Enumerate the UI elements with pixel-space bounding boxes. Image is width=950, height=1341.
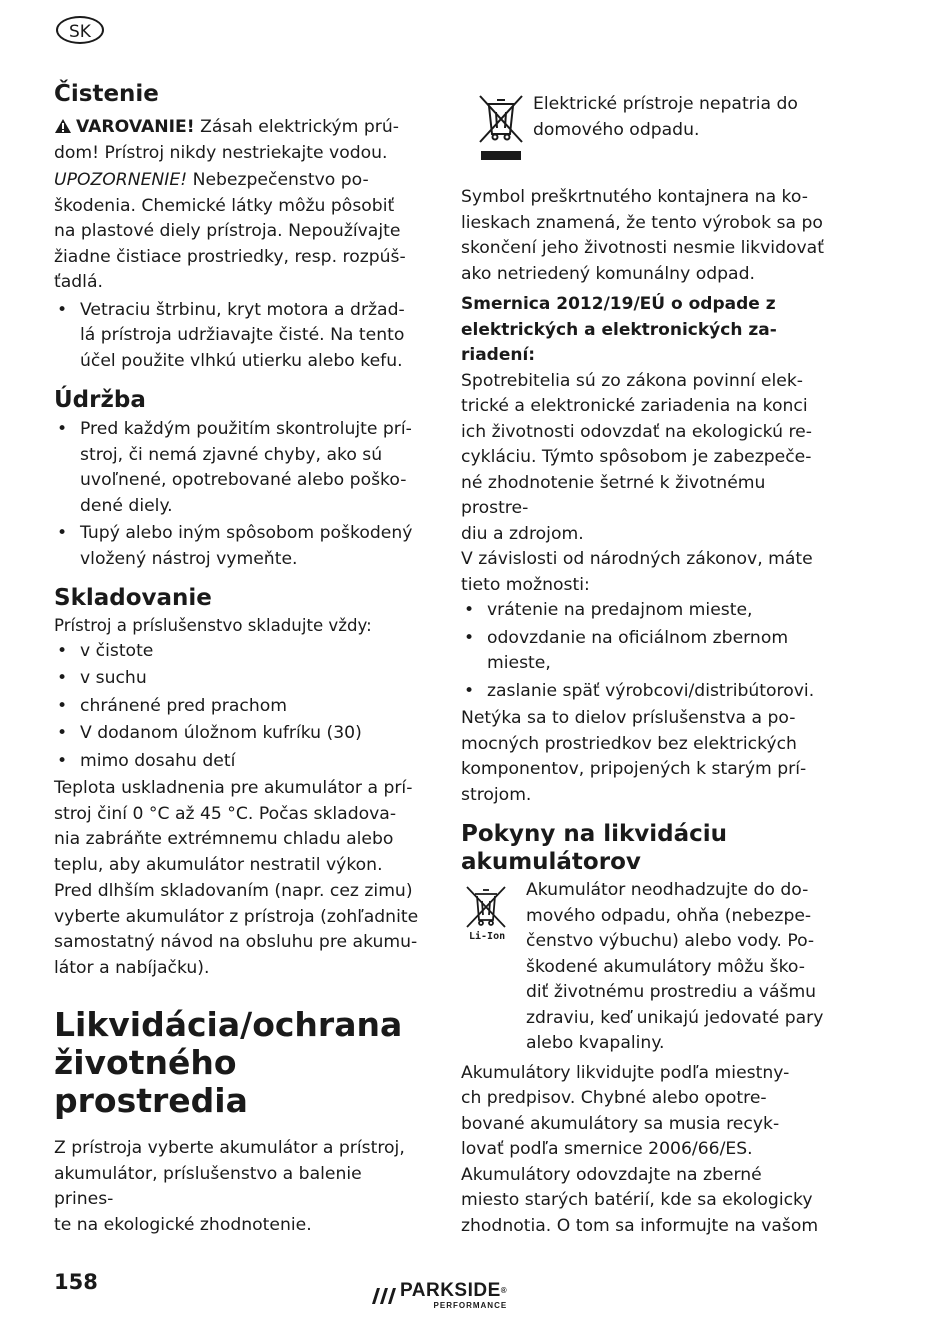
notice-line: škodenia. Chemické látky môžu pôsobiť: [54, 195, 395, 216]
list-item: • Tupý alebo iným spôsobom poškodený vložený nástroj vymeňte.: [57, 523, 413, 569]
language-badge: SK: [56, 16, 104, 44]
list-item: • odovzdanie na oficiálnom zbernom mieste,: [464, 627, 789, 673]
notice-label: UPOZORNENIE!: [54, 170, 188, 190]
list-item: • zaslanie späť výrobcovi/distribútorovi.: [461, 679, 833, 705]
battery-paragraph: Akumulátory likvidujte podľa miestny- ch predpisov. Chybné alebo opotre- bované akumulátory sa musia recyk- lovať podľa smernice 2006/66/ES. Akumulátory odovzdajte na zberné miesto starých batérií, kde sa ekologicky zhodnotia. O tom sa informujte na vašom: [461, 1062, 819, 1236]
maintenance-list: [54, 417, 426, 572]
weee-notice: [461, 92, 833, 162]
battery-icon-text: Akumulátor neodhadzujte do do- mového odpadu, ohňa (nebezpe- čenstvo výbuchu) alebo vody. Po- škodené akumulátory môžu ško- diť životnému prostrediu a vášmu zdraviu, keď unikajú jedovaté pary alebo kvapaliny.: [526, 880, 824, 1053]
li-ion-label: Li-Ion: [469, 931, 506, 942]
weee-paragraph: Symbol preškrtnutého kontajnera na ko- lieskach znamená, že tento výrobok sa po skončení jeho životnosti nesmie likvidovať ako netriedený komunálny odpad.: [461, 187, 824, 284]
warning-paragraph: [54, 115, 426, 166]
cleaning-list: [54, 298, 426, 375]
list-item: • chránené pred prachom: [54, 694, 426, 720]
disposal-heading: Likvidácia/ochrana životného prostredia: [54, 1005, 403, 1120]
storage-intro: Prístroj a príslušenstvo skladujte vždy:: [54, 616, 372, 635]
crossed-out-bin-icon: [470, 92, 532, 162]
brand-wordmark: PARKSIDE® PERFORMANCE: [400, 1280, 508, 1310]
li-ion-crossed-bin-icon: [461, 884, 523, 946]
bullet-icon: •: [57, 695, 68, 716]
list-item: • v suchu: [54, 666, 426, 692]
left-column: [54, 78, 426, 1238]
bullet-icon: •: [57, 419, 68, 439]
parkside-logo: [369, 1281, 507, 1310]
notice-line: ťadlá.: [54, 272, 103, 292]
list-item: • Vetraciu štrbinu, kryt motora a držad- lá prístroja udržiavajte čisté. Na tento účel použite vlhkú utierku alebo kefu.: [57, 299, 405, 371]
notice-line: žiadne čistiace prostriedky, resp. rozpúš-: [54, 246, 406, 267]
disposal-paragraph: Z prístroja vyberte akumulátor a prístroj, akumulátor, príslušenstvo a balenie prines- te na ekologické zhodnotenie.: [54, 1138, 405, 1235]
notice-paragraph: [54, 168, 426, 296]
accessories-paragraph: Netýka sa to dielov príslušenstva a po- mocných prostriedkov bez elektrických komponentov, pripojených k starým prí- strojom.: [461, 708, 807, 805]
bullet-icon: •: [57, 299, 68, 320]
bullet-icon: •: [57, 640, 68, 661]
notice-line: na plastové diely prístroja. Nepoužívajte: [54, 221, 401, 241]
maintenance-heading: Údržba: [54, 387, 146, 413]
page-number: 158: [54, 1270, 98, 1294]
brand-stripes-icon: [369, 1288, 397, 1304]
list-item: • Pred každým použitím skontrolujte prí- stroj, či nemá zjavné chyby, ako sú uvoľnené, opotrebované alebo poško- dené diely.: [57, 419, 412, 516]
battery-notice: [461, 880, 833, 1057]
storage-winter: Pred dlhším skladovaním (napr. cez zimu) vyberte akumulátor z prístroja (zohľadnite samostatný návod na obsluhu pre akumu- látor a nabíjačku).: [54, 881, 419, 978]
cleaning-heading: Čistenie: [54, 81, 159, 107]
storage-list: [54, 639, 426, 775]
warning-text-2: dom! Prístroj nikdy nestriekajte vodou.: [54, 142, 388, 163]
directive-heading: Smernica 2012/19/EÚ o odpade z elektrických a elektronických za- riadení:: [461, 294, 777, 365]
bullet-icon: •: [464, 680, 475, 701]
list-item: • V dodanom úložnom kufríku (30): [54, 721, 426, 747]
storage-temperature: Teplota uskladnenia pre akumulátor a prí- stroj činí 0 °C až 45 °C. Počas skladova- nia zabráňte extrémnemu chladu alebo teplu, aby akumulátor nestratil výkon.: [54, 778, 413, 875]
weee-icon-text: Elektrické prístroje nepatria do domového odpadu.: [533, 94, 798, 140]
options-list: [461, 598, 833, 704]
list-item: • vrátenie na predajnom mieste,: [461, 598, 833, 624]
notice-text-1: Nebezpečenstvo po-: [187, 170, 369, 190]
bullet-icon: •: [464, 627, 475, 648]
battery-disposal-heading: Pokyny na likvidáciu akumulátorov: [461, 821, 728, 875]
list-item: • mimo dosahu detí: [54, 749, 426, 775]
bullet-icon: •: [464, 600, 475, 620]
warning-triangle-icon: [54, 118, 72, 134]
list-item: • v čistote: [54, 639, 426, 665]
warning-label: VAROVANIE!: [76, 117, 195, 137]
options-intro: V závislosti od národných zákonov, máte tieto možnosti:: [461, 549, 813, 595]
bullet-icon: •: [57, 750, 68, 771]
bullet-icon: •: [57, 723, 68, 743]
bullet-icon: •: [57, 523, 68, 543]
consumer-paragraph: Spotrebitelia sú zo zákona povinní elek- trické a elektronické zariadenia na konci ich životnosti odovzdať na ekologickú re- cykláciu. Týmto spôsobom je zabezpeče- né zhodnotenie šetrné k životnému prostre- diu a zdrojom.: [461, 370, 812, 544]
bullet-icon: •: [57, 668, 68, 688]
warning-text-1: Zásah elektrickým prú-: [194, 117, 399, 137]
right-column: [461, 92, 833, 1239]
storage-heading: Skladovanie: [54, 585, 212, 611]
